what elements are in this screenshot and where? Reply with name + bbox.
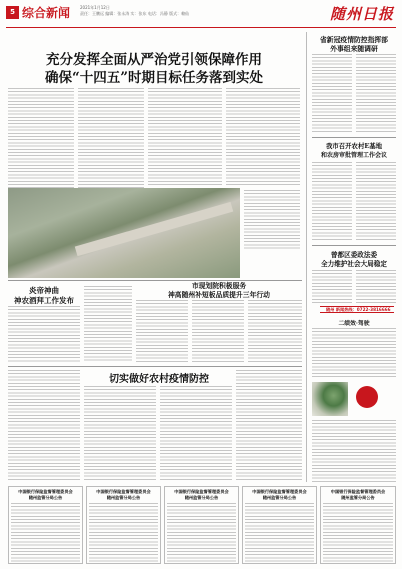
bottom-lead-column-2 bbox=[160, 386, 232, 482]
right-top-headline-1: 省新冠疫情防控指挥部 bbox=[320, 36, 388, 44]
masthead-date: 2021年1月12日 bbox=[80, 5, 110, 10]
notice-ad-title-2: 随州监管分局公告 bbox=[184, 495, 219, 500]
lead-column-4 bbox=[226, 88, 300, 186]
page-number: 5 bbox=[6, 6, 19, 19]
notice-ad-title-1: 中国银行保险监督管理委员会 bbox=[96, 489, 151, 494]
mid-left-body bbox=[8, 306, 80, 362]
bottom-lead-column-1 bbox=[84, 386, 156, 482]
mid-center-headline-1: 市现划院积极服务 bbox=[191, 282, 247, 290]
section-title: 综合新闻 bbox=[22, 6, 71, 20]
right-lower-headline-1: 曾都区委政法委 bbox=[330, 251, 378, 259]
notice-ad-title-1: 中国银行保险监督管理委员会 bbox=[252, 489, 307, 494]
notice-ad-title-2: 随州监管分局公告 bbox=[262, 495, 297, 500]
right-mid-col-2 bbox=[356, 162, 396, 242]
column-divider bbox=[306, 32, 307, 482]
mid-left-body-2 bbox=[84, 286, 132, 362]
emblem-stamp bbox=[356, 386, 378, 408]
mid-center-column-1 bbox=[136, 300, 188, 362]
mid-center-headline-2: 神高随州补短板品质提升三年行动 bbox=[168, 291, 270, 299]
notice-ad-title-2: 随州监管分局公告 bbox=[106, 495, 141, 500]
news-hotline-label: 随州 新闻热线：0722-3816666 bbox=[326, 307, 391, 312]
right-lower-col-2 bbox=[356, 270, 396, 304]
notice-ad-title-1: 中国银行保险监督管理委员会 bbox=[174, 489, 229, 494]
notice-ad-title-2: 随州监管分局公告 bbox=[28, 495, 63, 500]
right-lower-headline-2: 全力维护社会大局稳定 bbox=[321, 260, 387, 268]
newspaper-logo: 随州日报 bbox=[329, 5, 394, 23]
right-mid-headline-1: 我市召开农村E基地 bbox=[326, 142, 382, 150]
masthead-editors: 责任：王鹏远 编辑：张永涛 实：张东 电话：冯静 版式：赖仙 bbox=[80, 11, 190, 16]
lead-headline-1: 充分发挥全面从严治党引领保障作用 bbox=[46, 52, 262, 68]
small-right-headline: 二绩效·驾驶 bbox=[338, 321, 370, 327]
small-right-body-2 bbox=[312, 420, 396, 482]
masthead bbox=[6, 4, 396, 28]
notice-ad-title-2: 随州监管分局公告 bbox=[341, 495, 375, 500]
divider bbox=[312, 137, 396, 138]
bottom-lead-headline: 切实做好农村疫情防控 bbox=[109, 374, 209, 385]
notice-ad-1 bbox=[8, 486, 83, 564]
lead-photo bbox=[8, 188, 240, 278]
divider bbox=[312, 245, 396, 246]
divider bbox=[8, 366, 302, 367]
mid-center-column-3 bbox=[248, 300, 302, 362]
small-right-body bbox=[312, 328, 396, 378]
right-top-col-2 bbox=[356, 54, 396, 134]
lower-left-body bbox=[8, 370, 80, 482]
notice-ad-2 bbox=[86, 486, 161, 564]
right-mid-col-1 bbox=[312, 162, 352, 242]
notice-ad-5 bbox=[320, 486, 396, 564]
notice-ad-4 bbox=[242, 486, 317, 564]
lead-column-3 bbox=[148, 88, 222, 186]
side-photo bbox=[312, 382, 348, 416]
right-top-headline-2: 外事组来随调研 bbox=[330, 45, 378, 53]
notice-ad-title-1: 中国银行保险监督管理委员会 bbox=[18, 489, 73, 494]
mid-left-headline-1: 炎帝神曲 bbox=[29, 286, 59, 295]
bottom-lead-column-3 bbox=[236, 370, 302, 482]
right-lower-col-1 bbox=[312, 270, 352, 304]
photo-caption bbox=[244, 190, 300, 250]
mid-center-column-2 bbox=[192, 300, 244, 362]
mid-left-headline-2: 神农酒拜工作发布 bbox=[14, 296, 74, 305]
masthead-meta bbox=[80, 5, 189, 17]
right-top-col-1 bbox=[312, 54, 352, 134]
notice-ad-3 bbox=[164, 486, 239, 564]
lead-headline-2: 确保“十四五”时期目标任务落到实处 bbox=[44, 70, 264, 86]
right-mid-headline-2: 和农房审批管理工作会议 bbox=[320, 152, 387, 159]
notice-ad-title-1: 中国银行保险监督管理委员会 bbox=[330, 489, 386, 494]
